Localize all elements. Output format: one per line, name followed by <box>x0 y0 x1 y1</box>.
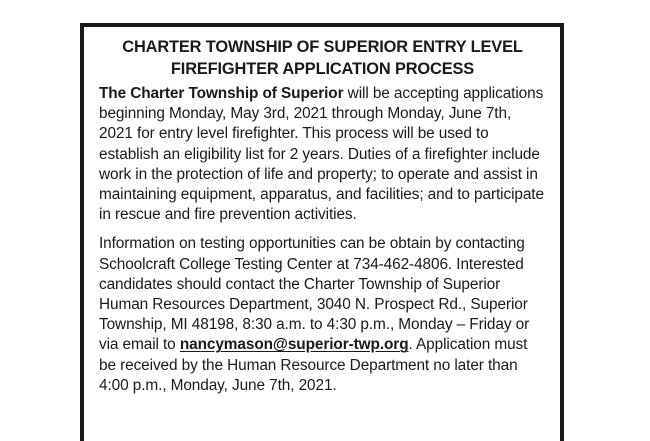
paragraph-lead: The Charter Township of Superior <box>99 85 344 102</box>
paragraph-contact-text: Information on testing opportunities can be obtain by contacting Schoolcraft College Testing Center at 734-462-4806. Interested candidates should contact the Charter Township of Superior Human Resources Department, 3040 N. Prospect Rd., Superior Township, MI 48198, 8:30 a.m. to 4:30 p.m., Monday – Friday or via email to <box>99 235 530 354</box>
paragraph-announcement-body: will be accepting applications beginning Monday, May 3rd, 2021 through Monday, June 7th, 2021 for entry level firefighter. This process will be used to establish an eligibility list for 2 years. Duties of a firefighter include work in the protection of life and property; to operate and assist in maintaining equipment, apparatus, and facilities; and to participate in rescue and fire prevention activities. <box>99 85 544 224</box>
title-line-1: CHARTER TOWNSHIP OF SUPERIOR ENTRY LEVEL <box>122 38 523 56</box>
paragraph-contact-deadline: . Application must be received by the Human Resource Department no later than 4:00 p.m., Monday, June 7th, 2021. <box>99 336 528 394</box>
email-link[interactable]: nancymason@superior-twp.org <box>179 336 409 354</box>
title-line-2: FIREFIGHTER APPLICATION PROCESS <box>170 60 475 78</box>
notice-title <box>99 36 546 80</box>
paragraph-contact <box>99 234 546 396</box>
paragraph-announcement <box>99 84 546 225</box>
notice-box <box>80 23 564 441</box>
